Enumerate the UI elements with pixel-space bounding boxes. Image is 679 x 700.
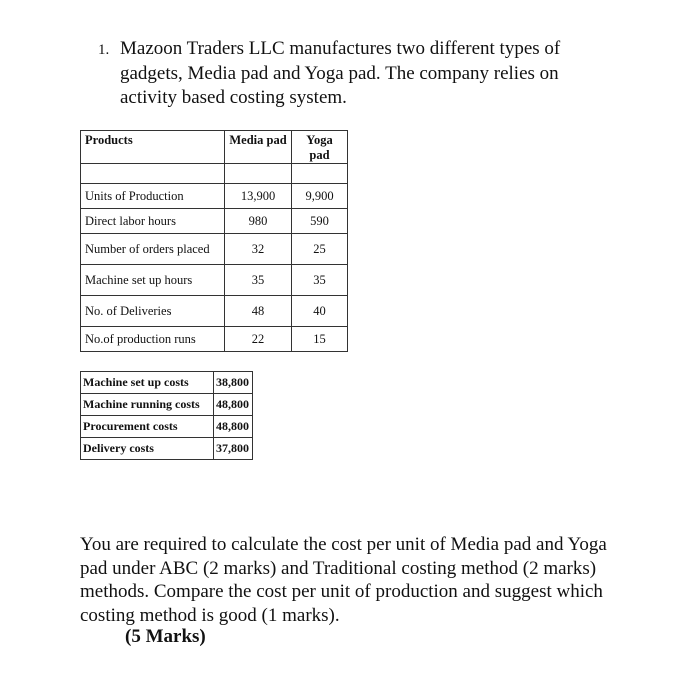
table-spacer-row <box>81 164 348 184</box>
table-row <box>81 438 253 460</box>
cost-label: Machine running costs <box>81 394 214 416</box>
header-products: Products <box>81 131 225 164</box>
yoga-pad-value: 35 <box>292 265 348 296</box>
table-row <box>81 209 348 234</box>
row-label: No. of Deliveries <box>81 296 225 327</box>
yoga-pad-value: 40 <box>292 296 348 327</box>
media-pad-value: 32 <box>225 234 292 265</box>
table-row <box>81 265 348 296</box>
table-header-row <box>81 131 348 164</box>
header-yoga-pad: Yoga pad <box>292 131 348 164</box>
task-instructions: You are required to calculate the cost per unit of Media pad and Yoga pad under ABC (2 marks) and Traditional costing method (2 marks) methods. Compare the cost per unit of production and suggest which costing method is good (1 marks). <box>80 534 607 626</box>
yoga-pad-value: 25 <box>292 234 348 265</box>
header-media-pad: Media pad <box>225 131 292 164</box>
media-pad-value: 35 <box>225 265 292 296</box>
overhead-cost-table <box>80 371 253 460</box>
question-text: Mazoon Traders LLC manufactures two different types of gadgets, Media pad and Yoga pad. The company relies on activity based costing system. <box>120 38 561 108</box>
table-row <box>81 394 253 416</box>
row-label: No.of production runs <box>81 327 225 352</box>
cost-label: Delivery costs <box>81 438 214 460</box>
product-data-table <box>80 130 348 352</box>
table-row <box>81 327 348 352</box>
media-pad-value: 980 <box>225 209 292 234</box>
row-label: Number of orders placed <box>81 234 225 265</box>
cost-label: Procurement costs <box>81 416 214 438</box>
row-label: Direct labor hours <box>81 209 225 234</box>
yoga-pad-value: 9,900 <box>292 184 348 209</box>
marks-label: (5 Marks) <box>125 626 206 647</box>
media-pad-value: 13,900 <box>225 184 292 209</box>
cost-label: Machine set up costs <box>81 372 214 394</box>
yoga-pad-value: 15 <box>292 327 348 352</box>
cost-value: 38,800 <box>214 372 253 394</box>
question-number: 1. <box>98 42 110 58</box>
row-label: Units of Production <box>81 184 225 209</box>
row-label: Machine set up hours <box>81 265 225 296</box>
question <box>98 37 618 111</box>
table-row <box>81 234 348 265</box>
cost-value: 48,800 <box>214 416 253 438</box>
cost-value: 48,800 <box>214 394 253 416</box>
table-row <box>81 372 253 394</box>
media-pad-value: 22 <box>225 327 292 352</box>
yoga-pad-value: 590 <box>292 209 348 234</box>
cost-value: 37,800 <box>214 438 253 460</box>
table-row <box>81 184 348 209</box>
table-row <box>81 416 253 438</box>
table-row <box>81 296 348 327</box>
media-pad-value: 48 <box>225 296 292 327</box>
